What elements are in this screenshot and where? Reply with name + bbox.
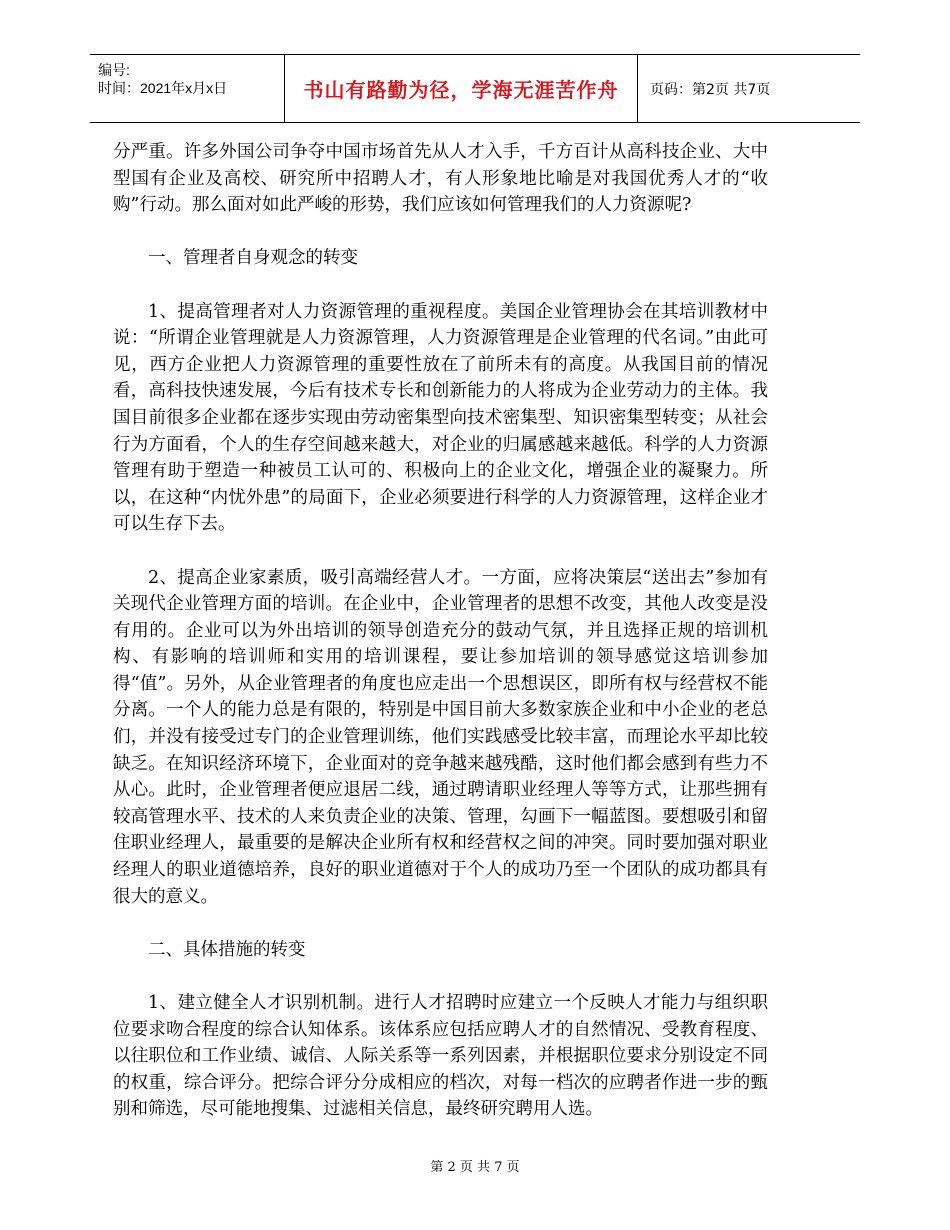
header-meta	[90, 55, 284, 122]
header-motto-cell	[284, 55, 638, 122]
section-heading: 一、管理者自身观念的转变	[148, 248, 358, 269]
header-table	[90, 54, 860, 123]
page-footer: 第 2 页 共 7 页	[430, 1160, 520, 1175]
paragraph: 1、提高管理者对人力资源管理的重视程度。美国企业管理协会在其培训教材中说：“所谓企业管理就是人力资源管理，人力资源管理是企业管理的代名词。”由此可见，西方企业把人力资源管理的重要性放在了前所未有的高度。从我国目前的情况看，高科技快速发展，今后有技术专长和创新能力的人将成为企业劳动力的主体。我国目前很多企业都在逐步实现由劳动密集型向技术密集型、知识密集型转变；从社会行为方面看，个人的生存空间越来越大，对企业的归属感越来越低。科学的人力资源管理有助于塑造一种被员工认可的、积极向上的企业文化，增强企业的凝聚力。所以，在这种“内忧外患”的局面下，企业必须要进行科学的人力资源管理，这样企业才可以生存下去。	[113, 301, 768, 535]
document-body	[113, 139, 768, 1123]
time-label: 时间：2021年x月x日	[98, 80, 228, 96]
section-heading: 二、具体措施的转变	[148, 939, 306, 960]
motto: 书山有路勤为径，学海无涯苦作舟	[303, 78, 619, 102]
paragraph: 1、建立健全人才识别机制。进行人才招聘时应建立一个反映人才能力与组织职位要求吻合程度的综合认知体系。该体系应包括应聘人才的自然情况、受教育程度、以往职位和工作业绩、诚信、人际关系等一系列因素，并根据职位要求分别设定不同的权重，综合评分。把综合评分分成相应的档次，对每一档次的应聘者作进一步的甄别和筛选，尽可能地搜集、过滤相关信息，最终研究聘用人选。	[113, 993, 768, 1120]
paragraph: 分严重。许多外国公司争夺中国市场首先从人才入手，千方百计从高科技企业、大中型国有企业及高校、研究所中招聘人才，有人形象地比喻是对我国优秀人才的“收购”行动。那么面对如此严峻的形势，我们应该如何管理我们的人力资源呢?	[113, 142, 768, 216]
header-page-cell	[638, 55, 860, 122]
paragraph: 2、提高企业家素质，吸引高端经营人才。一方面，应将决策层“送出去”参加有关现代企业管理方面的培训。在企业中，企业管理者的思想不改变，其他人改变是没有用的。企业可以为外出培训的领导创造充分的鼓动气氛，并且选择正规的培训机构、有影响的培训师和实用的培训课程，要让参加培训的领导感觉这培训参加得“值”。另外，从企业管理者的角度也应走出一个思想误区，即所有权与经营权不能分离。一个人的能力总是有限的，特别是中国目前大多数家族企业和中小企业的老总们，并没有接受过专门的企业管理训练，他们实践感受比较丰富，而理论水平却比较缺乏。在知识经济环境下，企业面对的竞争越来越残酷，这时他们都会感到有些力不从心。此时，企业管理者便应退居二线，通过聘请职业经理人等等方式，让那些拥有较高管理水平、技术的人来负责企业的决策、管理，勾画下一幅蓝图。要想吸引和留住职业经理人，最重要的是解决企业所有权和经营权之间的冲突。同时要加强对职业经理人的职业道德培养，良好的职业道德对于个人的成功乃至一个团队的成功都具有很大的意义。	[113, 567, 768, 907]
page-info: 页码：第2页 共7页	[650, 81, 771, 98]
number-label: 编号:	[98, 62, 130, 78]
